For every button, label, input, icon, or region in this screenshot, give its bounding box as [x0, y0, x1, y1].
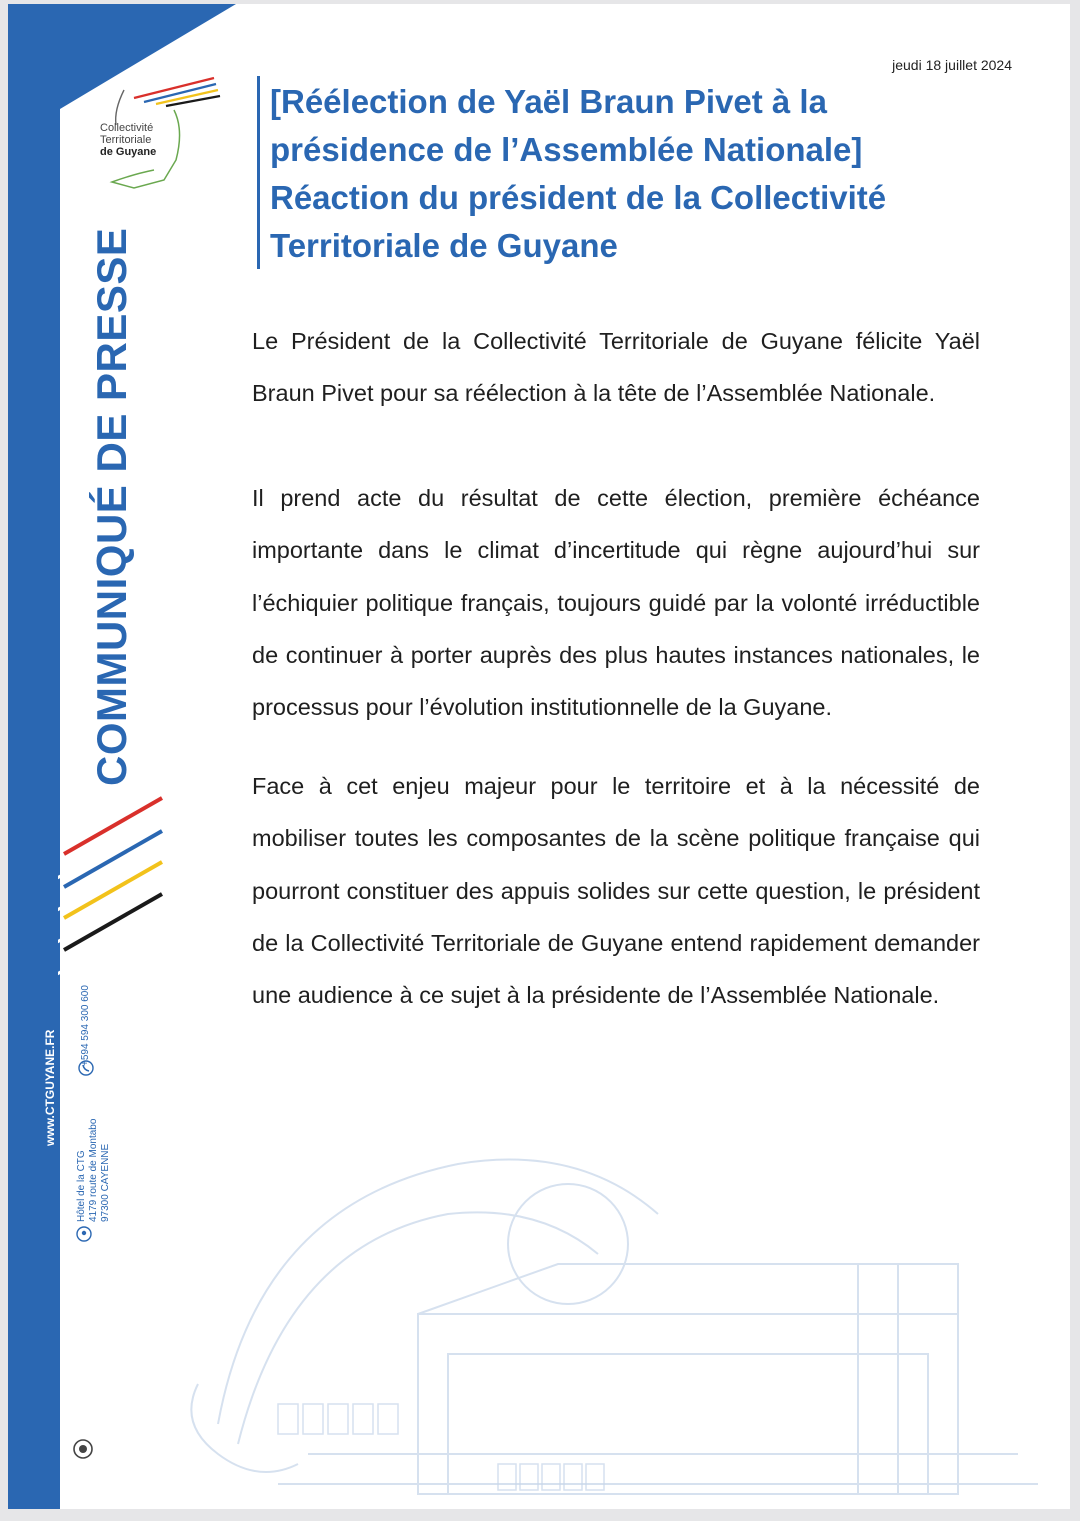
address-line-3: 97300 CAYENNE: [100, 1143, 111, 1222]
title-line-4: Territoriale de Guyane: [270, 227, 618, 264]
building-sketch-background: [158, 1124, 1058, 1509]
press-release-page: [8, 4, 1070, 1509]
address-line-1: Hôtel de la CTG: [76, 1150, 87, 1222]
release-date: jeudi 18 juillet 2024: [892, 57, 1012, 73]
paragraph-1: Le Président de la Collectivité Territoriale de Guyane félicite Yaël Braun Pivet pour sa réélection à la tête de l’Assemblée Nationale.: [252, 328, 980, 407]
paragraph-3: Face à cet enjeu majeur pour le territoire et à la nécessité de mobiliser toutes les composantes de la scène politique française qui pourront constituer des appuis solides sur cette question, le président de la Collectivité Territoriale de Guyane entend rapidement demander une audience à ce sujet à la présidente de l’Assemblée Nationale.: [252, 772, 980, 1009]
title-line-1: [Réélection de Yaël Braun Pivet à la: [270, 83, 827, 120]
logo-line-2: Territoriale: [100, 134, 152, 146]
location-pin-icon: [76, 1226, 92, 1242]
website-link[interactable]: www.CTGUYANE.FR: [43, 1029, 57, 1146]
title-line-2: présidence de l’Assemblée Nationale]: [270, 131, 863, 168]
accessibility-icon: [72, 1438, 94, 1460]
logo-line-3: de Guyane: [100, 146, 157, 158]
ctg-logo-text: [100, 122, 156, 158]
title-line-3: Réaction du président de la Collectivité: [270, 179, 887, 216]
left-blue-band: [8, 4, 60, 1509]
decorative-stripes: [58, 794, 178, 994]
phone-number[interactable]: +594 594 300 600: [80, 985, 91, 1066]
page-title: [270, 78, 990, 270]
address-line-2: 4179 route de Montabo: [88, 1118, 99, 1222]
logo-line-1: Collectivité: [100, 122, 154, 134]
vertical-title: COMMUNIQUÉ DE PRESSE: [88, 227, 135, 786]
paragraph-2: Il prend acte du résultat de cette élection, première échéance importante dans le climat d’incertitude qui règne aujourd’hui sur l’échiquier politique français, toujours guidé par la volonté irréductible de continuer à porter auprès des plus hautes instances nationales, le processus pour l’évolution institutionnelle de la Guyane.: [252, 484, 980, 721]
title-accent-bar: [257, 76, 260, 269]
release-body: [252, 315, 980, 1022]
phone-icon: [78, 1060, 94, 1076]
